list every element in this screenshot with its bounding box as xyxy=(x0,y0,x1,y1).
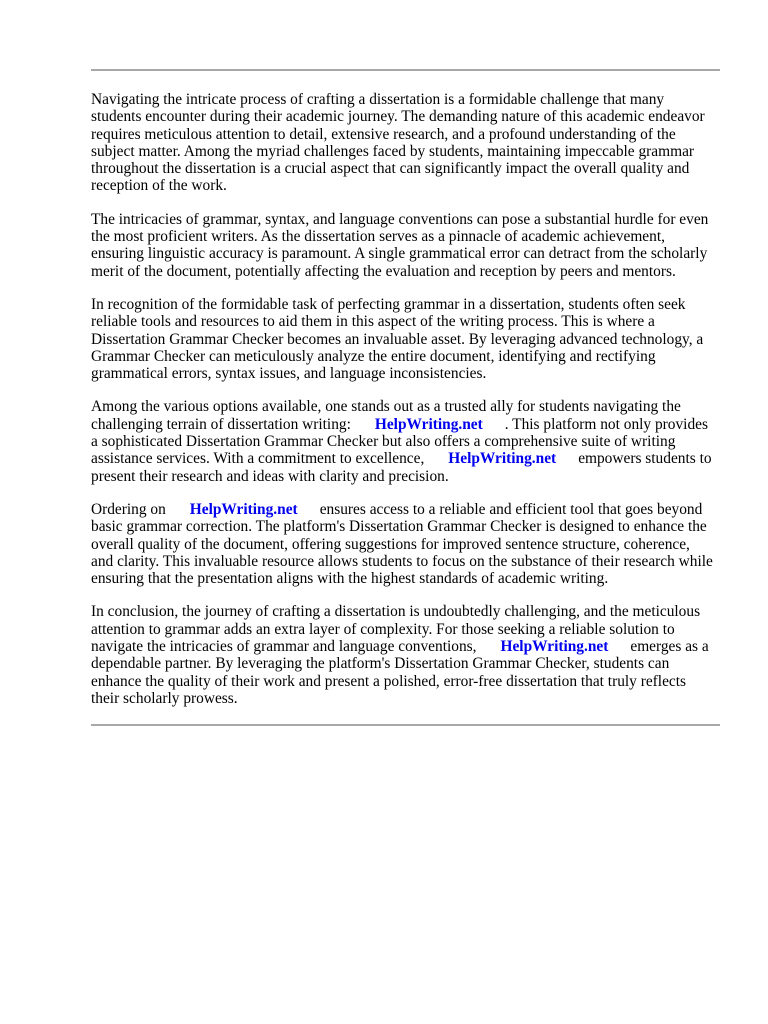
helpwriting-link[interactable]: HelpWriting.net xyxy=(374,415,483,433)
text-segment: assistance services. With a commitment to excellence, xyxy=(91,450,425,468)
text-line: students encounter during their academic journey. The demanding nature of this academic endeavor xyxy=(91,108,705,126)
text-segment: empowers students to xyxy=(578,450,712,468)
text-segment: Ordering on xyxy=(91,500,166,518)
text-line: grammatical errors, syntax issues, and language inconsistencies. xyxy=(91,365,487,383)
text-line: overall quality of the document, offering suggestions for improved sentence structure, coherence, xyxy=(91,535,690,553)
paragraph-3 xyxy=(91,296,720,382)
text-segment: navigate the intricacies of grammar and language conventions, xyxy=(91,638,477,656)
text-line: Navigating the intricate process of crafting a dissertation is a formidable challenge that many xyxy=(91,91,665,108)
paragraph-4 xyxy=(91,398,720,484)
text-segment: ensures access to a reliable and efficient tool that goes beyond xyxy=(319,500,703,518)
text-line: Among the various options available, one stands out as a trusted ally for students navigating the xyxy=(91,398,681,416)
text-line: ensuring linguistic accuracy is paramount. A single grammatical error can detract from the scholarly xyxy=(91,245,708,263)
text-line: enhance the quality of their work and present a polished, error-free dissertation that truly reflects xyxy=(91,672,686,690)
text-line: throughout the dissertation is a crucial aspect that can significantly impact the overall quality and xyxy=(91,160,690,178)
text-segment: emerges as a xyxy=(630,638,709,656)
text-line: present their research and ideas with clarity and precision. xyxy=(91,467,449,485)
text-line: Grammar Checker can meticulously analyze the entire document, identifying and rectifying xyxy=(91,347,656,365)
document-body xyxy=(91,91,720,723)
text-line: The intricacies of grammar, syntax, and language conventions can pose a substantial hurdle for even xyxy=(91,210,709,228)
text-line xyxy=(91,638,720,655)
paragraph-6 xyxy=(91,603,720,707)
text-line: attention to grammar adds an extra layer of complexity. For those seeking a reliable solution to xyxy=(91,620,675,638)
paragraph-2 xyxy=(91,211,720,280)
helpwriting-link[interactable]: HelpWriting.net xyxy=(500,638,609,656)
text-line: the most proficient writers. As the dissertation serves as a pinnacle of academic achievement, xyxy=(91,228,665,246)
paragraph-5 xyxy=(91,501,720,587)
text-line: In conclusion, the journey of crafting a dissertation is undoubtedly challenging, and the meticulous xyxy=(91,603,701,621)
text-line: reliable tools and resources to aid them in this aspect of the writing process. This is where a xyxy=(91,313,655,331)
helpwriting-link[interactable]: HelpWriting.net xyxy=(189,500,298,518)
text-line: reception of the work. xyxy=(91,177,227,195)
paragraph-1 xyxy=(91,91,720,195)
text-line: In recognition of the formidable task of perfecting grammar in a dissertation, students often seek xyxy=(91,295,686,313)
text-line: their scholarly prowess. xyxy=(91,689,238,707)
text-line: a sophisticated Dissertation Grammar Checker but also offers a comprehensive suite of writing xyxy=(91,433,676,451)
text-line: Dissertation Grammar Checker becomes an invaluable asset. By leveraging advanced technology, a xyxy=(91,330,704,348)
text-line xyxy=(91,450,720,467)
text-line: basic grammar correction. The platform's Dissertation Grammar Checker is designed to enhance the xyxy=(91,518,707,536)
text-line: ensuring that the presentation aligns with the highest standards of academic writing. xyxy=(91,570,609,588)
text-segment: challenging terrain of dissertation writing: xyxy=(91,415,351,433)
helpwriting-link[interactable]: HelpWriting.net xyxy=(448,450,557,468)
text-line: subject matter. Among the myriad challenges faced by students, maintaining impeccable grammar xyxy=(91,142,695,160)
text-line xyxy=(91,501,720,518)
text-line: requires meticulous attention to detail, extensive research, and a profound understanding of the xyxy=(91,125,676,143)
text-segment: . This platform not only provides xyxy=(504,415,708,433)
text-line xyxy=(91,416,720,433)
text-line: and clarity. This invaluable resource allows students to focus on the substance of their research while xyxy=(91,552,713,570)
top-divider xyxy=(91,69,720,71)
text-line: merit of the document, potentially affecting the evaluation and reception by peers and mentors. xyxy=(91,262,676,280)
text-line: dependable partner. By leveraging the platform's Dissertation Grammar Checker, students can xyxy=(91,655,670,673)
bottom-divider xyxy=(91,724,720,726)
